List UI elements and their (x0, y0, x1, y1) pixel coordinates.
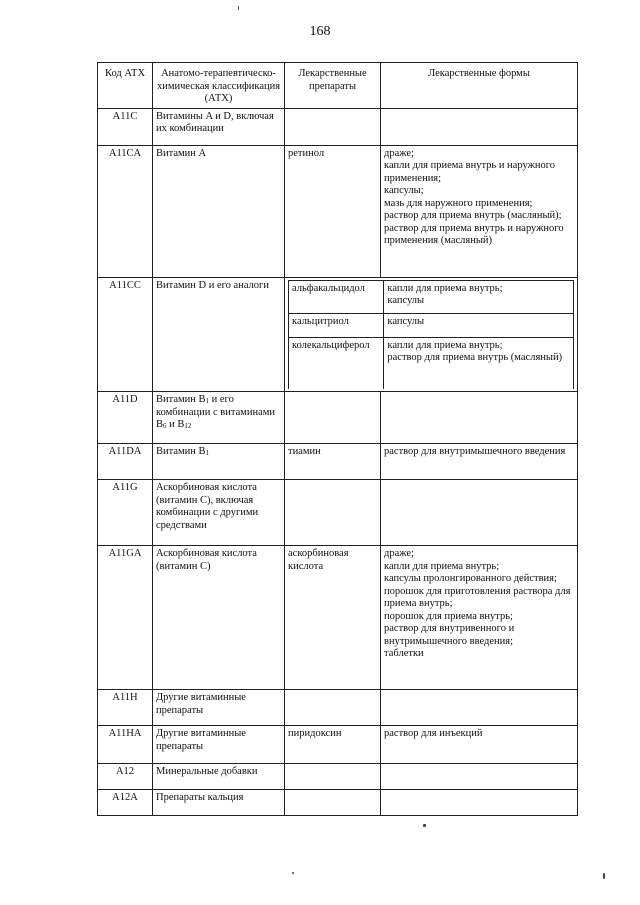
row-forms (384, 313, 574, 337)
row-classification: Витамин D и его аналоги (153, 277, 285, 392)
row-code: A11G (98, 480, 153, 546)
row-forms (381, 790, 578, 816)
row-code: A12A (98, 790, 153, 816)
row-classification: Препараты кальция (153, 790, 285, 816)
row-drug: аскорбиновая кислота (285, 546, 381, 690)
form-item: мазь для наружного применения; (384, 197, 533, 209)
row-drug: тиамин (285, 444, 381, 480)
table-row (98, 277, 578, 392)
form-item: порошок для приема внутрь; (384, 610, 513, 622)
header-drugs: Лекарственные препараты (285, 63, 381, 109)
row-forms (381, 480, 578, 546)
form-item: капли для приема внутрь; (387, 282, 503, 294)
form-item: капли для приема внутрь и наружного применения; (384, 160, 555, 184)
header-code: Код АТХ (98, 63, 153, 109)
form-item: капсулы (387, 315, 425, 327)
table-row (98, 790, 578, 816)
table-row (98, 444, 578, 480)
row-classification: Витамин $B_1$ (153, 444, 285, 480)
row-drug (285, 790, 381, 816)
row-forms (381, 392, 578, 444)
row-code: A11HA (98, 726, 153, 764)
row-code: A11H (98, 690, 153, 726)
row-subtable-cell (285, 277, 578, 392)
row-forms (381, 764, 578, 790)
row-forms (381, 108, 578, 145)
row-forms (384, 280, 574, 313)
row-code: A11GA (98, 546, 153, 690)
table-row (98, 546, 578, 690)
scan-speck (292, 872, 294, 874)
page-number: 168 (309, 24, 331, 39)
row-drug: кальцитриол (289, 313, 384, 337)
row-code: A11D (98, 392, 153, 444)
table-row (98, 726, 578, 764)
header-classification: Анатомо-терапевтическо-химическая классификация (АТХ) (153, 63, 285, 109)
form-item: драже; (384, 548, 414, 559)
row-forms (384, 337, 574, 389)
row-code: A12 (98, 764, 153, 790)
form-item: капсулы (387, 295, 425, 306)
table-row (98, 392, 578, 444)
header-forms: Лекарственные формы (381, 63, 578, 109)
form-item: раствор для приема внутрь (масляный); (384, 210, 562, 221)
form-item: раствор для внутривенного и внутримышечного введения; (384, 623, 515, 647)
row-classification: Витамин A (153, 145, 285, 277)
scan-speck (423, 824, 426, 827)
scan-speck (603, 873, 605, 879)
form-item: порошок для приготовления раствора для приема внутрь; (384, 585, 571, 609)
form-item: таблетки (384, 648, 424, 659)
row-forms (381, 145, 578, 277)
table-row (98, 145, 578, 277)
row-drug (285, 108, 381, 145)
row-drug: ретинол (285, 145, 381, 277)
table-row (98, 690, 578, 726)
row-classification: Другие витаминные препараты (153, 690, 285, 726)
row-forms (381, 726, 578, 764)
form-item: раствор для приема внутрь и наружного применения (масляный) (384, 222, 564, 246)
row-code: A11C (98, 108, 153, 145)
form-item: капли для приема внутрь; (384, 560, 500, 572)
row-code: A11CC (98, 277, 153, 392)
row-drug (285, 480, 381, 546)
form-item: капли для приема внутрь; (387, 339, 503, 351)
scan-speck (238, 6, 239, 10)
table-row (98, 108, 578, 145)
row-drug: колекальциферол (289, 337, 384, 389)
row-classification: Аскорбиновая кислота (витамин C) (153, 546, 285, 690)
row-classification: Минеральные добавки (153, 764, 285, 790)
table-row (98, 480, 578, 546)
form-item: раствор для инъекций (384, 728, 483, 739)
row-classification: Витамин $B_1$ и его комбинации с витаминами $B_6$ и $B_{12}$ (153, 392, 285, 444)
row-forms (381, 546, 578, 690)
form-item: раствор для внутримышечного введения (384, 446, 566, 457)
row-forms (381, 444, 578, 480)
table-header-row (98, 63, 578, 109)
form-item: драже; (384, 147, 414, 159)
row-drug: альфакальцидол (289, 280, 384, 313)
form-item: раствор для приема внутрь (масляный) (387, 352, 563, 363)
row-forms (381, 690, 578, 726)
row-classification: Другие витаминные препараты (153, 726, 285, 764)
row-classification: Аскорбиновая кислота (витамин C), включая комбинации с другими средствами (153, 480, 285, 546)
atx-table (97, 62, 578, 816)
row-code: A11CA (98, 145, 153, 277)
sub-row (289, 337, 574, 389)
row-drug (285, 764, 381, 790)
row-drug (285, 690, 381, 726)
row-drug (285, 392, 381, 444)
form-item: капсулы; (384, 185, 424, 196)
subtable (288, 280, 574, 390)
table-row (98, 764, 578, 790)
row-classification: Витамины A и D, включая их комбинации (153, 108, 285, 145)
sub-row (289, 280, 574, 313)
row-code: A11DA (98, 444, 153, 480)
sub-row (289, 313, 574, 337)
form-item: капсулы пролонгированного действия; (384, 573, 557, 584)
row-drug: пиридоксин (285, 726, 381, 764)
